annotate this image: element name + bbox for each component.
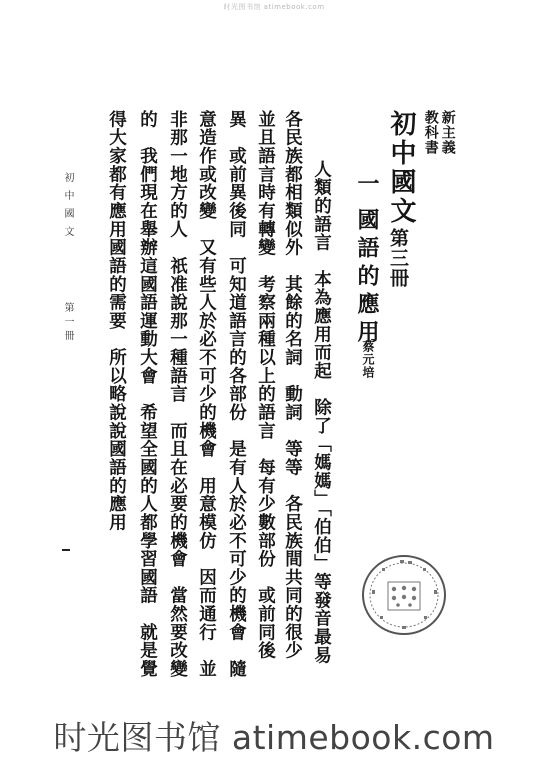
bottom-watermark: 时光图书馆 atimebook.com <box>53 718 495 757</box>
margin-volume: 第一冊 <box>62 302 73 344</box>
top-watermark: 时光图书馆 atimebook.com <box>223 3 325 11</box>
body-column-2: 各民族都相類似外 其餘的名詞 動詞 等等 各民族間共同的很少 <box>282 110 303 660</box>
book-title: 初中國文 <box>386 110 416 226</box>
body-column-1: 人類的語言 本為應用而起 除了「媽媽」「伯伯」等發音最易 <box>311 160 332 665</box>
body-column-8: 得大家都有應用國語的需要 所以略說說國語的應用 <box>106 110 127 532</box>
body-column-3: 並且語言時有轉變 考察兩種以上的語言 每有少數部份 或前同後 <box>255 110 276 660</box>
series-line-1: 新主義 <box>439 110 456 155</box>
body-column-5: 意造作或改變 又有些人於必不可少的機會 用意模仿 因而通行 並 <box>196 110 217 678</box>
page-number-mark <box>62 549 70 551</box>
lesson-author: 蔡元培 <box>361 340 375 379</box>
body-column-6: 非那一地方的人 祇准說那一種語言 而且在必要的機會 當然要改變 <box>167 110 188 678</box>
library-seal-stamp <box>360 552 448 638</box>
lesson-number: 一 <box>354 172 380 194</box>
lesson-title: 國語的應用 <box>354 208 380 348</box>
margin-book-title: 初中國文 <box>62 172 73 244</box>
body-column-7: 的 我們現在舉辦這國語運動大會 希望全國的人都學習國語 就是覺 <box>137 110 158 678</box>
body-column-4: 異 或前異後同 可知道語言的各部份 是有人於必不可少的機會 隨 <box>226 110 247 678</box>
volume-label: 第三冊 <box>387 228 409 288</box>
series-line-2: 教科書 <box>422 110 439 155</box>
